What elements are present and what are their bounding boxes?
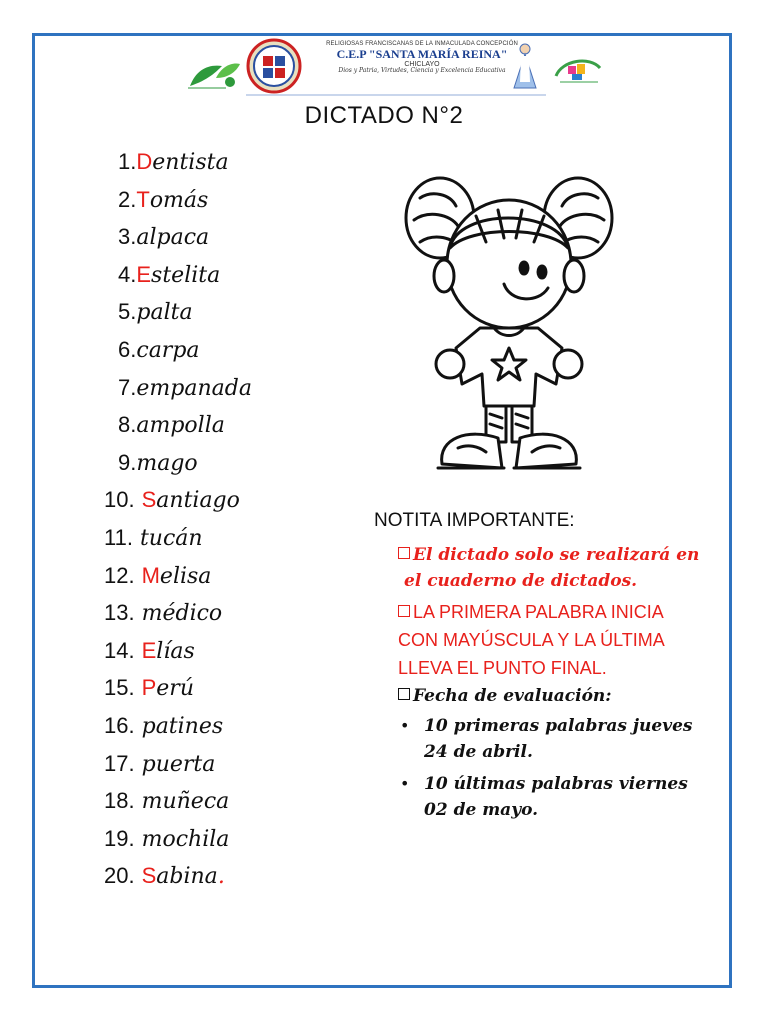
word-number: 1. <box>118 149 137 174</box>
religious-logo-icon <box>550 52 604 88</box>
word-first-letter: D <box>136 149 153 174</box>
note-item-2-line-2: CON MAYÚSCULA Y LA ÚLTIMA <box>398 630 665 650</box>
bullet-2-line-1: 10 últimas palabras viernes <box>424 774 688 794</box>
word-number: 3. <box>118 224 137 250</box>
bullet-1-line-2: 24 de abril. <box>424 742 533 762</box>
bullet-2-line-2: 02 de mayo. <box>424 800 539 820</box>
note-item-2 <box>398 600 664 624</box>
word-rest: ochila <box>162 826 230 852</box>
word-rest: omás <box>149 187 209 213</box>
word-first-letter: a <box>136 225 150 251</box>
checkbox-icon <box>398 547 410 559</box>
word-number: 16. <box>104 713 135 738</box>
word-item <box>104 522 203 554</box>
word-number: 10. <box>104 487 135 513</box>
leaf-logo-icon <box>186 56 242 90</box>
word-number: 6. <box>118 337 137 362</box>
word-first-letter: M <box>141 562 160 588</box>
word-item <box>118 372 252 404</box>
word-number: 18. <box>104 788 135 814</box>
checkbox-icon <box>398 605 410 617</box>
word-first-letter: c <box>136 338 149 363</box>
word-rest: mpolla <box>149 413 225 439</box>
word-item <box>118 259 220 291</box>
word-number: 5. <box>118 299 137 325</box>
word-first-letter: m <box>141 789 163 815</box>
word-rest: atines <box>155 714 224 739</box>
word-first-letter: P <box>141 675 157 701</box>
word-item <box>104 860 225 892</box>
checkbox-icon <box>398 688 410 700</box>
word-item <box>104 710 223 742</box>
word-first-letter: E <box>136 261 152 287</box>
word-first-letter: p <box>136 300 151 326</box>
note-item-2-line-1: LA PRIMERA PALABRA INICIA <box>413 602 664 622</box>
word-item <box>118 146 229 178</box>
word-first-letter: p <box>141 714 156 739</box>
word-rest: arpa <box>148 338 200 363</box>
word-item <box>104 560 211 592</box>
word-first-letter: m <box>141 601 163 627</box>
word-item <box>104 597 222 629</box>
word-final-period: . <box>217 864 225 890</box>
page-title: DICTADO N°2 <box>304 102 464 129</box>
word-rest: ucán <box>148 526 203 551</box>
word-number: 11. <box>104 525 133 550</box>
note-item-2-line-3: LLEVA EL PUNTO FINAL. <box>398 658 607 678</box>
word-number: 8. <box>118 412 137 438</box>
word-item <box>104 484 240 516</box>
word-number: 4. <box>118 261 137 287</box>
note-item-1-line-2: el cuaderno de dictados. <box>404 571 638 591</box>
word-number: 19. <box>104 825 135 851</box>
note-item-3-label: Fecha de evaluación: <box>413 686 612 706</box>
note-item-3 <box>398 684 612 708</box>
word-number: 2. <box>118 186 137 212</box>
word-rest: ago <box>157 450 198 476</box>
word-rest: alta <box>150 300 193 326</box>
word-number: 17. <box>104 750 135 776</box>
word-rest: lpaca <box>149 225 210 251</box>
word-first-letter: S <box>141 863 157 889</box>
word-item <box>104 635 195 667</box>
word-item <box>104 672 194 704</box>
bullet-icon: • <box>400 774 410 793</box>
word-rest: lías <box>156 638 195 664</box>
school-motto: Dios y Patria, Virtudes, Ciencia y Excelencia Educativa <box>338 67 506 75</box>
word-number: 12. <box>104 562 135 588</box>
school-name: C.E.P "SANTA MARÍA REINA" <box>336 46 508 61</box>
word-item <box>118 447 198 479</box>
word-number: 14. <box>104 637 135 663</box>
word-rest: abina <box>156 864 218 890</box>
word-item <box>118 184 208 216</box>
word-item <box>118 296 193 328</box>
word-first-letter: E <box>141 637 157 663</box>
word-rest: erú <box>156 676 194 702</box>
school-crest-icon <box>246 38 302 94</box>
word-first-letter: a <box>136 413 150 439</box>
word-rest: stelita <box>151 262 221 288</box>
word-first-letter: p <box>141 751 156 777</box>
word-number: 13. <box>104 600 135 626</box>
virgin-mary-icon <box>510 42 540 90</box>
word-item <box>118 409 225 441</box>
banner-underline <box>246 94 546 96</box>
girl-illustration-icon <box>398 168 620 486</box>
school-city: CHICLAYO <box>404 60 440 68</box>
word-item <box>118 334 200 366</box>
word-number: 7. <box>118 374 137 400</box>
word-first-letter: T <box>136 186 150 212</box>
word-rest: uñeca <box>162 789 230 815</box>
bullet-1-line-1: 10 primeras palabras jueves <box>424 716 693 736</box>
word-rest: édico <box>162 601 223 627</box>
word-rest: mpanada <box>149 375 252 401</box>
word-rest: antiago <box>156 488 240 514</box>
word-item <box>104 785 229 817</box>
word-rest: entista <box>152 150 229 175</box>
word-first-letter: t <box>139 526 149 551</box>
note-item-1-line-1: El dictado solo se realizará en <box>413 545 700 565</box>
org-line: RELIGIOSAS FRANCISCANAS DE LA INMACULADA CONCEPCIÓN <box>326 41 518 47</box>
word-first-letter: m <box>141 826 163 852</box>
note-heading: NOTITA IMPORTANTE: <box>374 510 575 531</box>
word-first-letter: S <box>141 487 157 513</box>
word-rest: uerta <box>155 751 216 777</box>
bullet-icon: • <box>400 716 410 735</box>
word-number: 20. <box>104 863 135 889</box>
word-item <box>118 221 209 253</box>
note-item-1 <box>398 543 699 567</box>
word-item <box>104 748 215 780</box>
word-item <box>104 823 229 855</box>
word-first-letter: m <box>136 450 158 476</box>
word-first-letter: e <box>136 375 150 401</box>
word-rest: elisa <box>159 563 212 589</box>
word-number: 15. <box>104 675 135 701</box>
word-number: 9. <box>118 449 137 475</box>
school-banner <box>186 38 604 98</box>
